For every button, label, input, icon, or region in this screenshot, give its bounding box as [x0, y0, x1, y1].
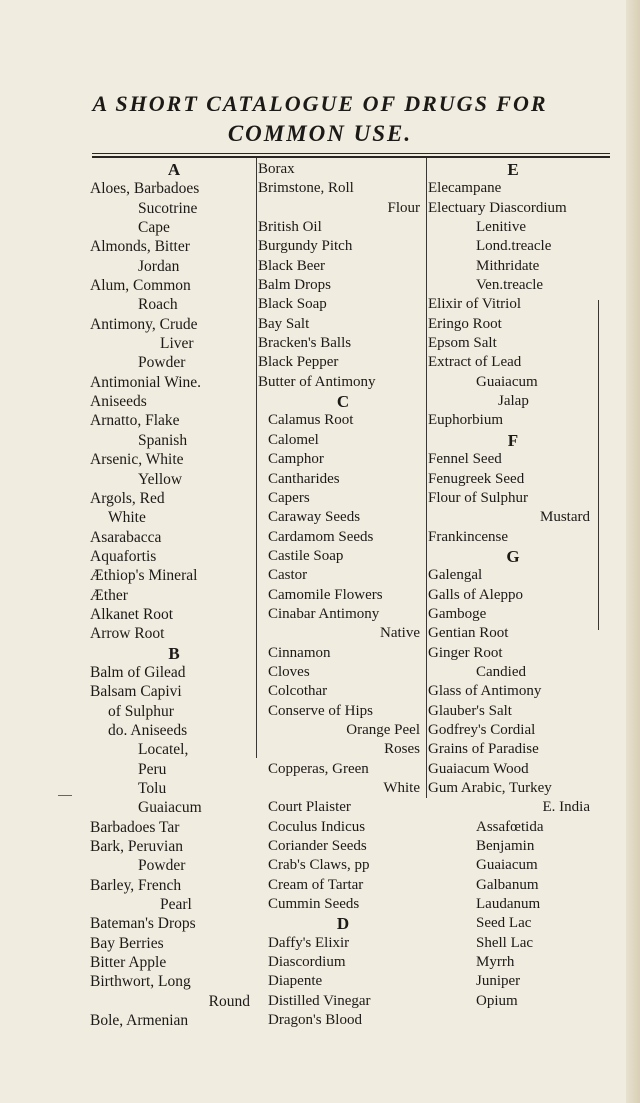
drug-entry: Castor	[268, 567, 308, 584]
drug-entry: Frankincense	[428, 528, 508, 545]
drug-entry: Arnatto, Flake	[90, 412, 180, 430]
drug-entry: Camomile Flowers	[268, 586, 383, 603]
drug-entry: Gentian Root	[428, 625, 509, 642]
drug-entry: Grains of Paradise	[428, 741, 539, 758]
drug-entry: Caraway Seeds	[268, 509, 361, 526]
drug-entry: Gum Arabic, Turkey	[428, 780, 552, 796]
drug-entry: Guaiacum Wood	[428, 760, 529, 777]
drug-entry: Galengal	[428, 567, 483, 584]
drug-entry: Borax	[258, 161, 295, 177]
drug-entry: Ven.treacle	[476, 277, 544, 294]
section-letter: F	[507, 430, 519, 450]
drug-entry: Antimony, Crude	[90, 315, 198, 333]
drug-entry: Copperas, Green	[268, 760, 369, 777]
drug-entry: Powder	[138, 857, 186, 875]
drug-entry: Birthwort, Long	[90, 973, 191, 991]
drug-entry: Flour	[387, 199, 420, 216]
drug-entry: Æther	[90, 586, 128, 604]
drug-entry: Almonds, Bitter	[90, 238, 190, 256]
drug-entry: Juniper	[476, 973, 521, 990]
drug-entry: Mustard	[540, 509, 590, 526]
drug-entry: Orange Peel	[346, 721, 420, 738]
drug-entry: Candied	[476, 663, 526, 680]
drug-entry: Tolu	[138, 780, 167, 797]
drug-entry: Balm Drops	[258, 277, 331, 294]
drug-entry: Lond.treacle	[476, 238, 552, 255]
drug-entry: Barbadoes Tar	[90, 818, 180, 836]
drug-entry: Euphorbium	[428, 412, 503, 429]
drug-entry: Colcothar	[268, 683, 328, 700]
drug-entry: Butter of Antimony	[258, 373, 376, 390]
page-edge	[626, 0, 640, 1103]
drug-entry: Gamboge	[428, 605, 487, 622]
drug-entry: Electuary Diascordium	[428, 199, 567, 216]
drug-entry: Cream of Tartar	[268, 876, 364, 893]
drug-entry: Conserve of Hips	[268, 702, 373, 719]
section-letter: C	[336, 392, 350, 412]
drug-entry: Arsenic, White	[90, 451, 184, 469]
drug-entry: Alum, Common	[90, 277, 191, 295]
drug-entry: Myrrh	[476, 954, 515, 971]
drug-entry: Antimonial Wine.	[90, 373, 202, 391]
drug-entry: Bracken's Balls	[258, 335, 352, 352]
drug-entry: Epsom Salt	[428, 335, 497, 352]
drug-entry: do. Aniseeds	[108, 721, 188, 739]
drug-entry: Lenitive	[476, 219, 526, 236]
top-rule-thin	[92, 153, 610, 154]
drug-entry: Jalap	[498, 393, 529, 410]
drug-entry: Glass of Antimony	[428, 683, 542, 700]
drug-entry: Distilled Vinegar	[268, 992, 371, 1009]
drug-entry: Flour of Sulphur	[428, 489, 529, 506]
drug-entry: Yellow	[138, 470, 183, 488]
drug-entry: White	[383, 780, 420, 796]
drug-entry: Burgundy Pitch	[258, 238, 353, 255]
drug-entry: Fenugreek Seed	[428, 470, 525, 487]
drug-entry: Asarabacca	[90, 528, 162, 546]
section-letter: E	[507, 160, 519, 179]
catalogue-subtitle: COMMON USE.	[227, 121, 413, 146]
drug-entry: Camphor	[268, 451, 324, 468]
drug-entry: Bitter Apple	[90, 954, 167, 972]
drug-entry: Locatel,	[138, 741, 189, 759]
drug-entry: Jordan	[138, 257, 180, 275]
drug-entry: Ginger Root	[428, 644, 503, 661]
drug-entry: Native	[380, 625, 420, 642]
drug-entry: Arrow Root	[90, 625, 165, 643]
drug-entry: Galbanum	[476, 876, 539, 893]
drug-entry: Pearl	[160, 896, 192, 914]
drug-entry: British Oil	[258, 219, 322, 236]
drug-entry: Cinabar Antimony	[268, 605, 380, 622]
drug-entry: Brimstone, Roll	[258, 180, 354, 197]
drug-entry: Calomel	[268, 431, 319, 448]
drug-entry: Bateman's Drops	[90, 915, 196, 933]
drug-entry: Liver	[160, 335, 194, 353]
drug-entry: Round	[208, 992, 250, 1010]
column-b	[258, 160, 428, 1030]
drug-entry: Guaiacum	[138, 799, 202, 817]
drug-entry: Black Soap	[258, 296, 327, 313]
drug-entry: Galls of Aleppo	[428, 586, 523, 603]
drug-entry: Roses	[384, 741, 420, 758]
drug-entry: Balsam Capivi	[90, 683, 182, 701]
column-margin-line	[598, 300, 599, 630]
drug-entry: Bole, Armenian	[90, 1012, 189, 1030]
section-letter: G	[506, 546, 520, 566]
drug-entry: Argols, Red	[90, 489, 165, 507]
ink-mark	[58, 795, 72, 796]
drug-entry: Castile Soap	[268, 547, 344, 564]
drug-entry: E. India	[542, 799, 590, 816]
column-a	[90, 160, 258, 1030]
drug-entry: Æthiop's Mineral	[90, 567, 198, 585]
drug-entry: Laudanum	[476, 896, 541, 913]
drug-entry: Cardamom Seeds	[268, 528, 374, 545]
drug-entry: Eringo Root	[428, 315, 502, 332]
drug-entry: Crab's Claws, pp	[268, 857, 370, 874]
drug-entry: Cantharides	[268, 470, 340, 487]
drug-entry: Black Beer	[258, 257, 326, 274]
drug-entry: Elixir of Vitriol	[428, 296, 521, 313]
drug-entry: Aquafortis	[90, 547, 157, 565]
drug-entry: Extract of Lead	[428, 354, 522, 371]
drug-entry: Coculus Indicus	[268, 818, 366, 835]
drug-entry: Capers	[268, 489, 310, 506]
section-letter: D	[336, 914, 350, 934]
drug-entry: Cloves	[268, 663, 310, 680]
drug-entry: Assafœtida	[476, 818, 544, 835]
drug-entry: Mithridate	[476, 257, 540, 274]
drug-entry: Bay Salt	[258, 315, 310, 332]
drug-entry: Elecampane	[428, 180, 502, 197]
drug-entry: Alkanet Root	[90, 605, 174, 623]
drug-entry: Glauber's Salt	[428, 702, 512, 719]
drug-entry: Diapente	[268, 973, 323, 990]
drug-entry: Benjamin	[476, 838, 535, 855]
drug-entry: Powder	[138, 354, 186, 372]
drug-entry: of Sulphur	[108, 702, 174, 720]
drug-entry: Barley, French	[90, 876, 182, 894]
catalogue-title: A SHORT CATALOGUE OF DRUGS FOR	[92, 91, 548, 116]
drug-entry: Coriander Seeds	[268, 838, 367, 855]
drug-entry: Cape	[138, 219, 170, 237]
drug-entry: Guaiacum	[476, 373, 538, 390]
drug-entry: Bay Berries	[90, 934, 164, 952]
drug-entry: Peru	[138, 760, 167, 778]
drug-entry: Aloes, Barbadoes	[90, 180, 200, 198]
drug-entry: Bark, Peruvian	[90, 838, 183, 856]
drug-entry: Opium	[476, 992, 518, 1009]
drug-entry: Godfrey's Cordial	[428, 721, 536, 738]
section-letter: A	[167, 160, 181, 179]
drug-entry: White	[108, 509, 146, 527]
drug-entry: Cinnamon	[268, 644, 331, 661]
drug-entry: Balm of Gilead	[90, 663, 186, 681]
drug-entry: Sucotrine	[138, 199, 198, 217]
column-c	[428, 160, 598, 1011]
drug-entry: Black Pepper	[258, 354, 339, 371]
drug-entry: Shell Lac	[476, 934, 534, 951]
drug-entry: Fennel Seed	[428, 451, 502, 468]
drug-entry: Seed Lac	[476, 915, 532, 932]
drug-entry: Guaiacum	[476, 857, 538, 874]
drug-entry: Spanish	[138, 431, 188, 449]
drug-entry: Roach	[138, 296, 178, 314]
drug-entry: Dragon's Blood	[268, 1012, 362, 1029]
section-letter: B	[168, 643, 180, 663]
drug-entry: Diascordium	[268, 954, 346, 971]
top-rule-thick	[92, 156, 610, 158]
drug-entry: Court Plaister	[268, 799, 351, 816]
drug-entry: Calamus Root	[268, 412, 354, 429]
drug-entry: Cummin Seeds	[268, 896, 360, 913]
drug-entry: Aniseeds	[90, 393, 147, 411]
drug-entry: Daffy's Elixir	[268, 934, 350, 951]
